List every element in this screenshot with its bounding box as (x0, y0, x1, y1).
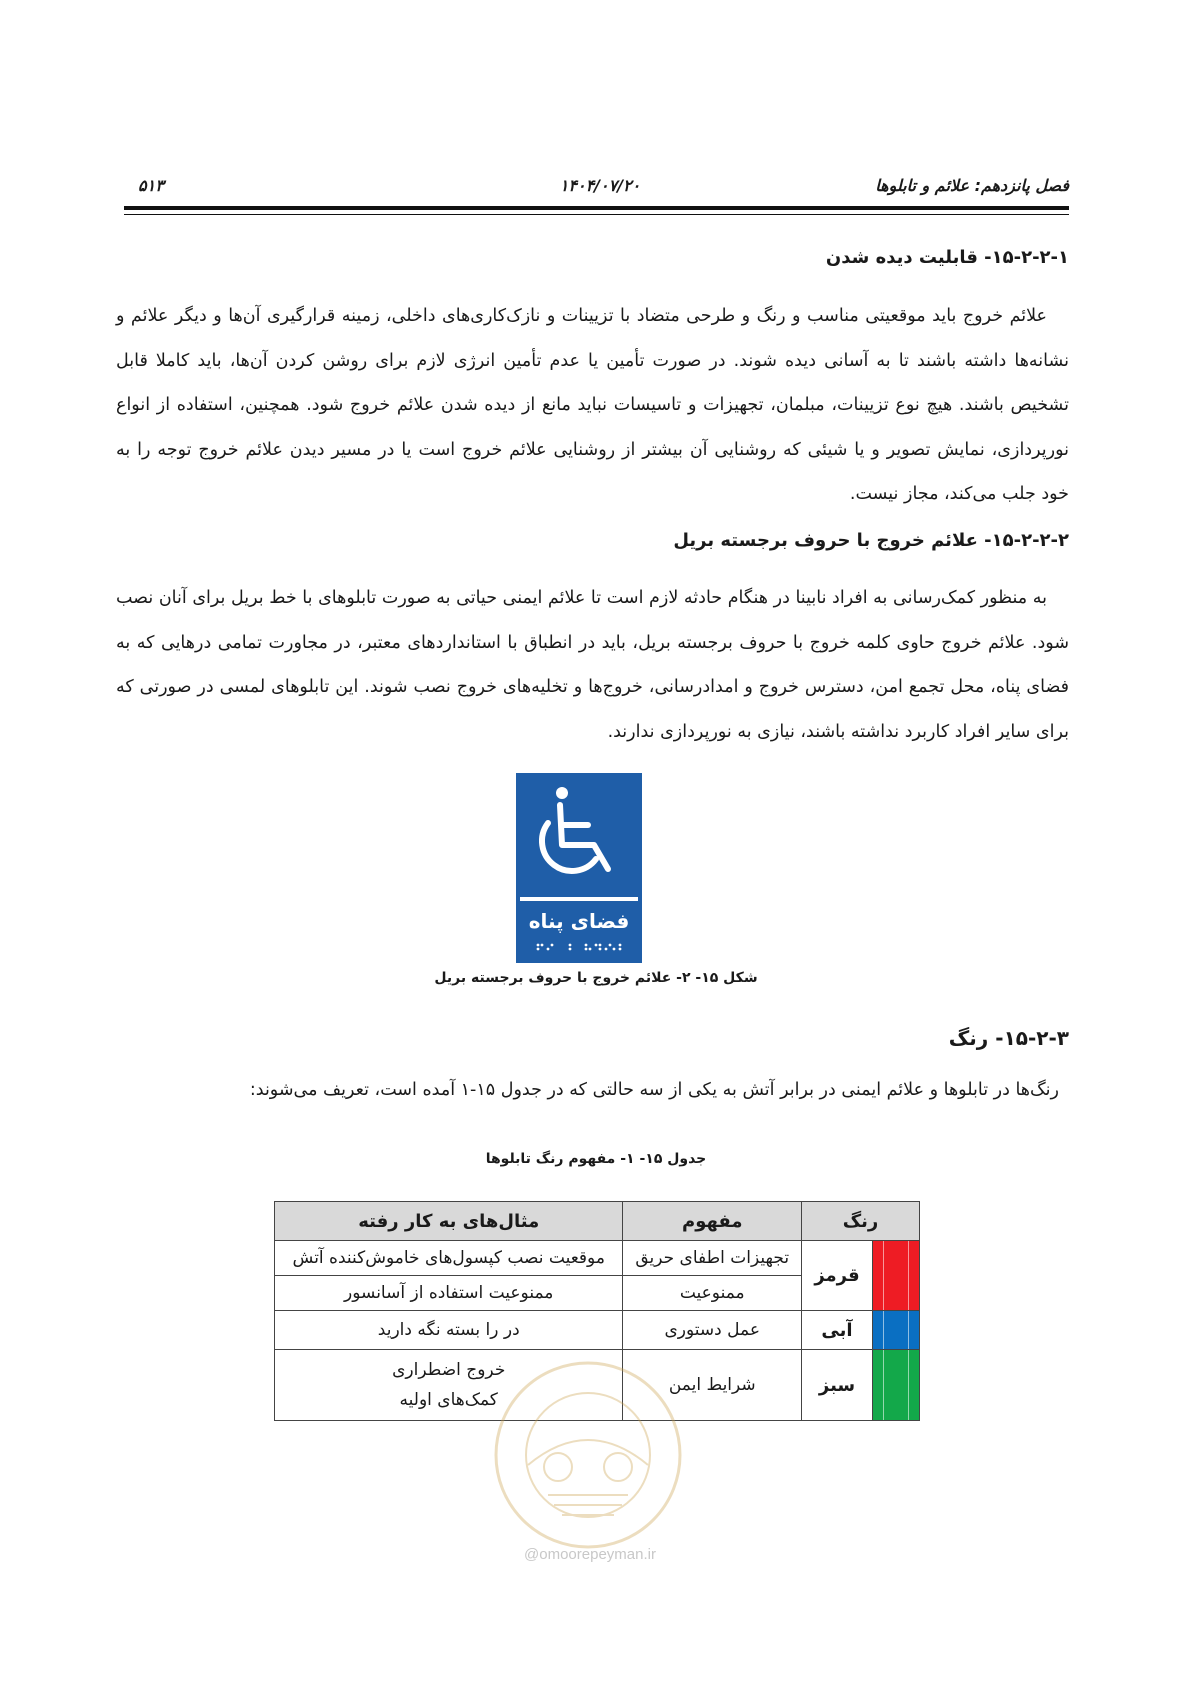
color-intro-text: رنگ‌ها در تابلوها و علائم ایمنی در برابر آتش به یکی از سه حالتی که در جدول ۱۵-۱ آمده است، تعریف می‌شوند: (249, 1080, 1059, 1100)
color-name-green: سبز (802, 1350, 873, 1421)
section-heading-visibility: ۱۵-۲-۲-۱- قابلیت دیده شدن (825, 247, 1069, 268)
table-header-row (275, 1202, 920, 1241)
meaning-cell: شرایط ایمن (623, 1350, 802, 1421)
header-meaning: مفهوم (623, 1202, 802, 1241)
chapter-title: فصل پانزدهم: علائم و تابلوها (875, 176, 1069, 195)
table-row (275, 1311, 920, 1350)
section-paragraph-visibility (116, 294, 1069, 517)
header-date: ۱۴۰۴/۰۷/۲۰ (559, 176, 641, 195)
header-color: رنگ (802, 1202, 920, 1241)
paragraph-text: علائم خروج باید موقعیتی مناسب و رنگ و طرحی متضاد با تزیینات و نازک‌کاری‌های داخلی، زمینه قرارگیری آن‌ها و دیگر علائم و نشانه‌ها داشته باشند تا به آسانی دیده شوند. در صورت تأمین یا عدم تأمین انرژی لازم برای روشن کردن آن‌ها، باید کاملا قابل تشخیص باشند. هیچ نوع تزیینات، مبلمان، تجهیزات و تاسیسات نباید مانع از دیده شدن علائم خروج شود. همچنین، استفاده از انواع نورپردازی، نمایش تصویر و یا شیئی که روشنایی آن بیشتر از روشنایی علائم خروج است یا در مسیر دیدن علائم خروج توجه را به خود جلب می‌کند، مجاز نیست. (116, 306, 1069, 504)
example-line: خروج اضطراری (392, 1360, 506, 1380)
meaning-cell: عمل دستوری (623, 1311, 802, 1350)
header-rule-thick (124, 206, 1069, 210)
section-paragraph-braille (116, 576, 1069, 754)
red-swatch (873, 1241, 920, 1311)
watermark-site: @omoorepeyman.ir (524, 1546, 656, 1563)
color-name-red: قرمز (802, 1241, 873, 1311)
table-caption: جدول ۱۵- ۱- مفهوم رنگ تابلوها (485, 1151, 707, 1167)
example-cell: موقعیت نصب کپسول‌های خاموش‌کننده آتش (275, 1241, 623, 1276)
seal-icon (488, 1355, 688, 1555)
header-rule-thin (124, 214, 1069, 215)
meaning-cell: تجهیزات اطفای حریق (623, 1241, 802, 1276)
watermark-seal (488, 1355, 688, 1555)
page-number: ۵۱۳ (138, 176, 164, 195)
example-line: کمک‌های اولیه (399, 1390, 498, 1410)
example-cell: ممنوعیت استفاده از آسانسور (275, 1276, 623, 1311)
sign-divider (520, 897, 638, 901)
header-examples: مثال‌های به کار رفته (275, 1202, 623, 1241)
example-cell: در را بسته نگه دارید (275, 1311, 623, 1350)
sign-label: فضای پناه (528, 909, 630, 933)
section-heading-color: ۱۵-۲-۳- رنگ (948, 1026, 1069, 1050)
figure-caption: شکل ۱۵- ۲- علائم خروج با حروف برجسته بریل (434, 970, 758, 986)
table-row (275, 1241, 920, 1276)
green-swatch (873, 1350, 920, 1421)
section-heading-braille: ۱۵-۲-۲-۲- علائم خروج با حروف برجسته بریل (673, 530, 1069, 551)
blue-swatch (873, 1311, 920, 1350)
meaning-cell: ممنوعیت (623, 1276, 802, 1311)
color-name-blue: آبی (802, 1311, 873, 1350)
refuge-sign-image (516, 773, 642, 963)
braille-refuge-sign (516, 773, 642, 963)
paragraph-text: به منظور کمک‌رسانی به افراد نابینا در هنگام حادثه لازم است تا علائم ایمنی حیاتی به صورت تابلوهای با خط بریل برای آنان نصب شود. علائم خروج حاوی کلمه خروج با حروف برجسته بریل، باید در انطباق با استانداردهای معتبر، در مجاورت تمامی درهایی که به فضای پناه، محل تجمع امن، دسترس خروج و امدادرسانی، خروج‌ها و تخلیه‌های خروج نصب شوند. این تابلوهای لمسی در صورتی که برای سایر افراد کاربرد نداشته باشند، نیازی به نورپردازی ندارند. (116, 588, 1069, 742)
